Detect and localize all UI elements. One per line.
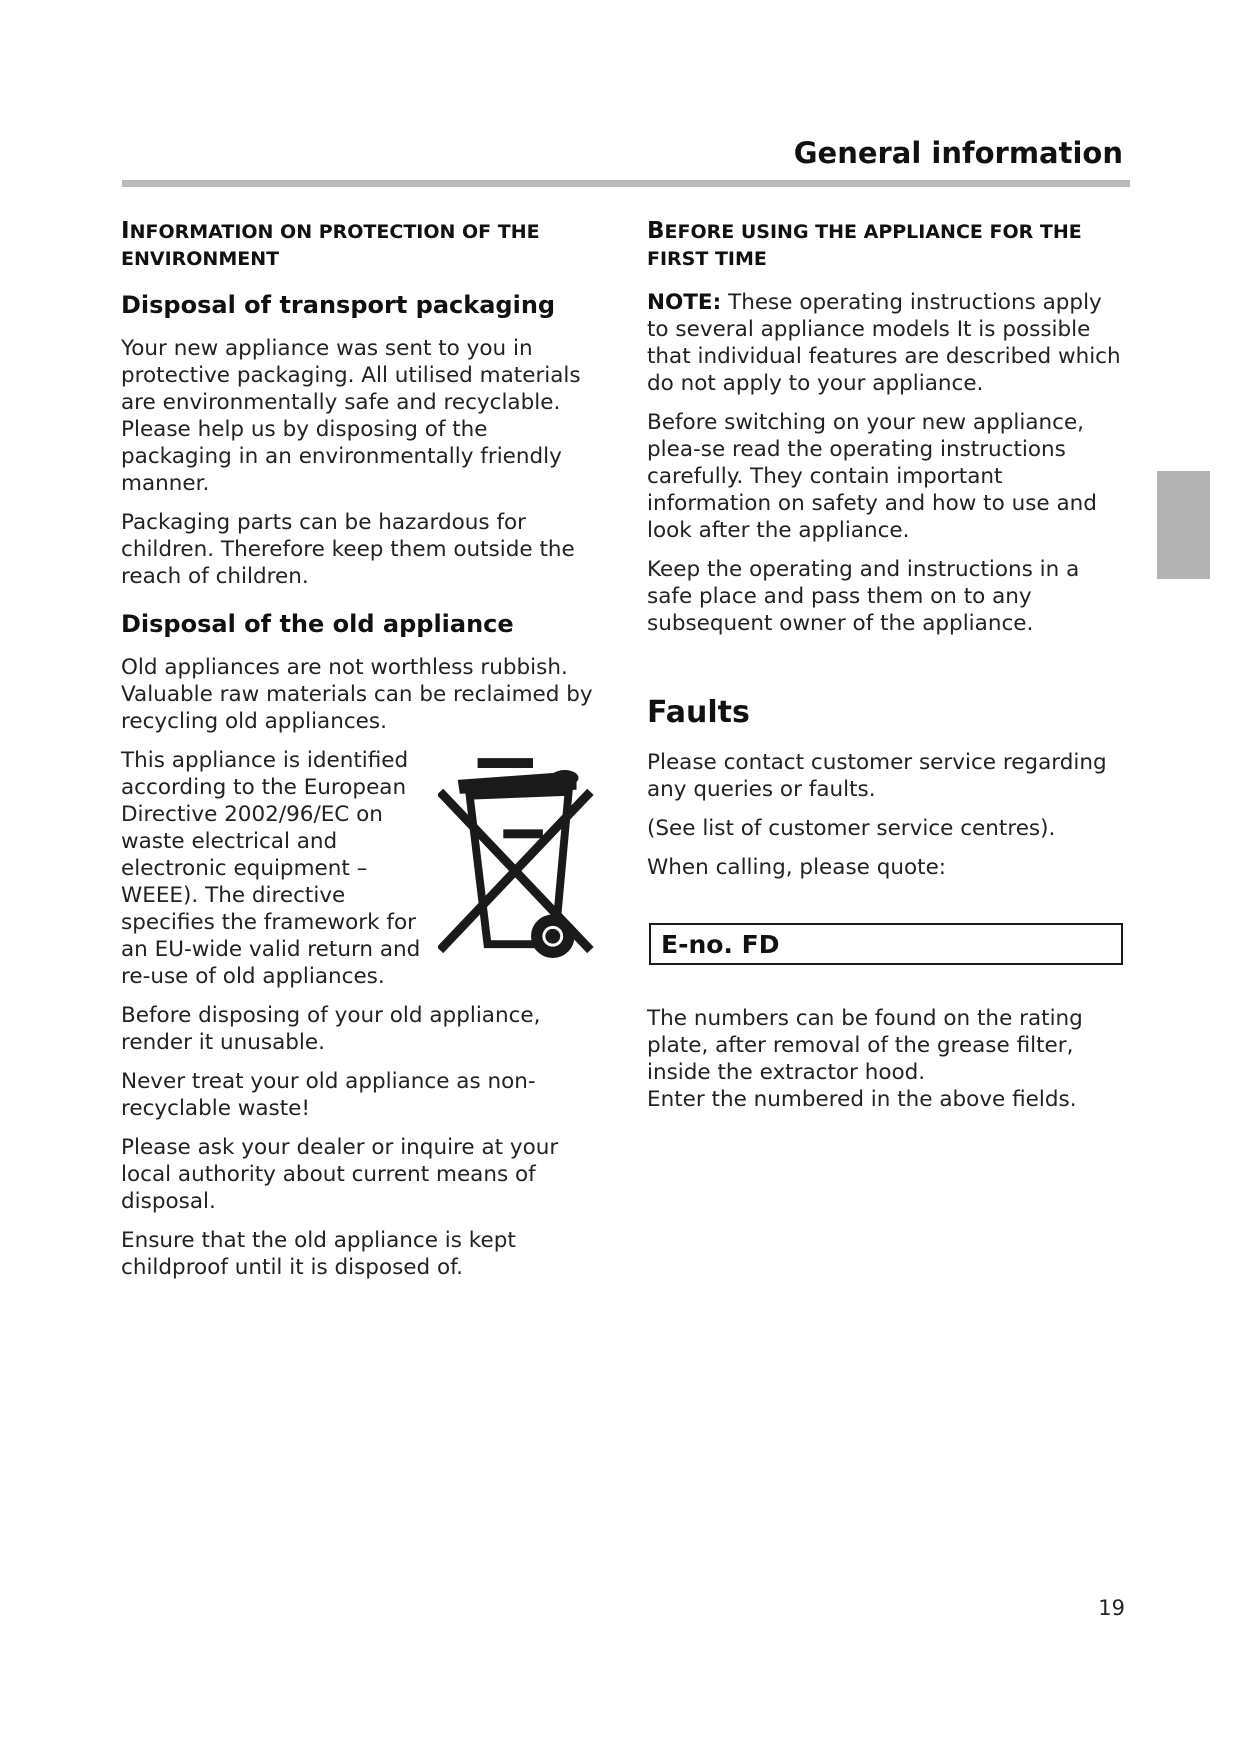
old-appliance-paragraph-1: Old appliances are not worthless rubbish. Valuable raw materials can be reclaimed by recycling old appliances.: [121, 655, 593, 734]
page-title: General information: [793, 136, 1123, 170]
enter-numbers-text: Enter the numbered in the above fields.: [647, 1087, 1077, 1112]
transport-packaging-title: Disposal of transport packaging: [121, 291, 556, 319]
crossed-out-wheelie-bin-icon: [438, 749, 596, 979]
heading-rest: EFORE USING THE APPLIANCE FOR THE FIRST TIME: [647, 221, 1082, 270]
old-appliance-paragraph-4: Please ask your dealer or inquire at your local authority about current means of disposal.: [121, 1135, 559, 1214]
heading-initial: B: [647, 218, 665, 244]
note-label: NOTE:: [647, 290, 722, 315]
environment-section-heading: [121, 218, 596, 273]
faults-paragraph-3: When calling, please quote:: [647, 855, 947, 880]
faults-title: Faults: [647, 695, 750, 730]
e-number-field: E-no. FD: [649, 923, 1123, 965]
first-use-paragraph-3: Keep the operating and instructions in a safe place and pass them on to any subsequent owner of the appliance.: [647, 557, 1080, 636]
old-appliance-paragraph-2: Before disposing of your old appliance, render it unusable.: [121, 1003, 541, 1055]
first-use-paragraph-2: Before switching on your new appliance, plea-se read the operating instructions carefully. They contain important information on safety and how to use and look after the appliance.: [647, 410, 1097, 543]
transport-paragraph-2: Packaging parts can be hazardous for children. Therefore keep them outside the reach of children.: [121, 510, 575, 589]
side-tab-marker: [1157, 471, 1210, 579]
weee-block: [121, 747, 596, 1002]
right-column: [647, 218, 1127, 1113]
weee-paragraph: This appliance is identified according to the European Directive 2002/96/EC on waste electrical and electronic equipment – WEEE). The directive specifies the framework for an EU-wide valid return and re-use of old appliances.: [121, 748, 421, 989]
note-paragraph: [647, 289, 1127, 397]
page-number: 19: [1098, 1596, 1125, 1620]
header-rule: [122, 180, 1130, 187]
first-use-section-heading: [647, 218, 1127, 273]
rating-plate-text: The numbers can be found on the rating plate, after removal of the grease filter, inside the extractor hood.: [647, 1006, 1083, 1085]
faults-paragraph-2: (See list of customer service centres).: [647, 816, 1056, 841]
faults-paragraph-4: [647, 1005, 1127, 1113]
faults-paragraph-1: Please contact customer service regarding any queries or faults.: [647, 750, 1107, 802]
old-appliance-paragraph-3: Never treat your old appliance as non-recyclable waste!: [121, 1069, 536, 1121]
old-appliance-paragraph-5: Ensure that the old appliance is kept childproof until it is disposed of.: [121, 1228, 516, 1280]
left-column: [121, 218, 596, 1293]
old-appliance-title: Disposal of the old appliance: [121, 610, 514, 638]
note-text: These operating instructions apply to several appliance models It is possible that individual features are described which do not apply to your appliance.: [647, 290, 1121, 396]
heading-rest: NFORMATION ON PROTECTION OF THE ENVIRONMENT: [121, 221, 540, 270]
transport-paragraph-1: Your new appliance was sent to you in protective packaging. All utilised materials are environmentally safe and recyclable. Please help us by disposing of the packaging in an environmentally friendly manner.: [121, 336, 581, 496]
heading-initial: I: [121, 218, 130, 244]
